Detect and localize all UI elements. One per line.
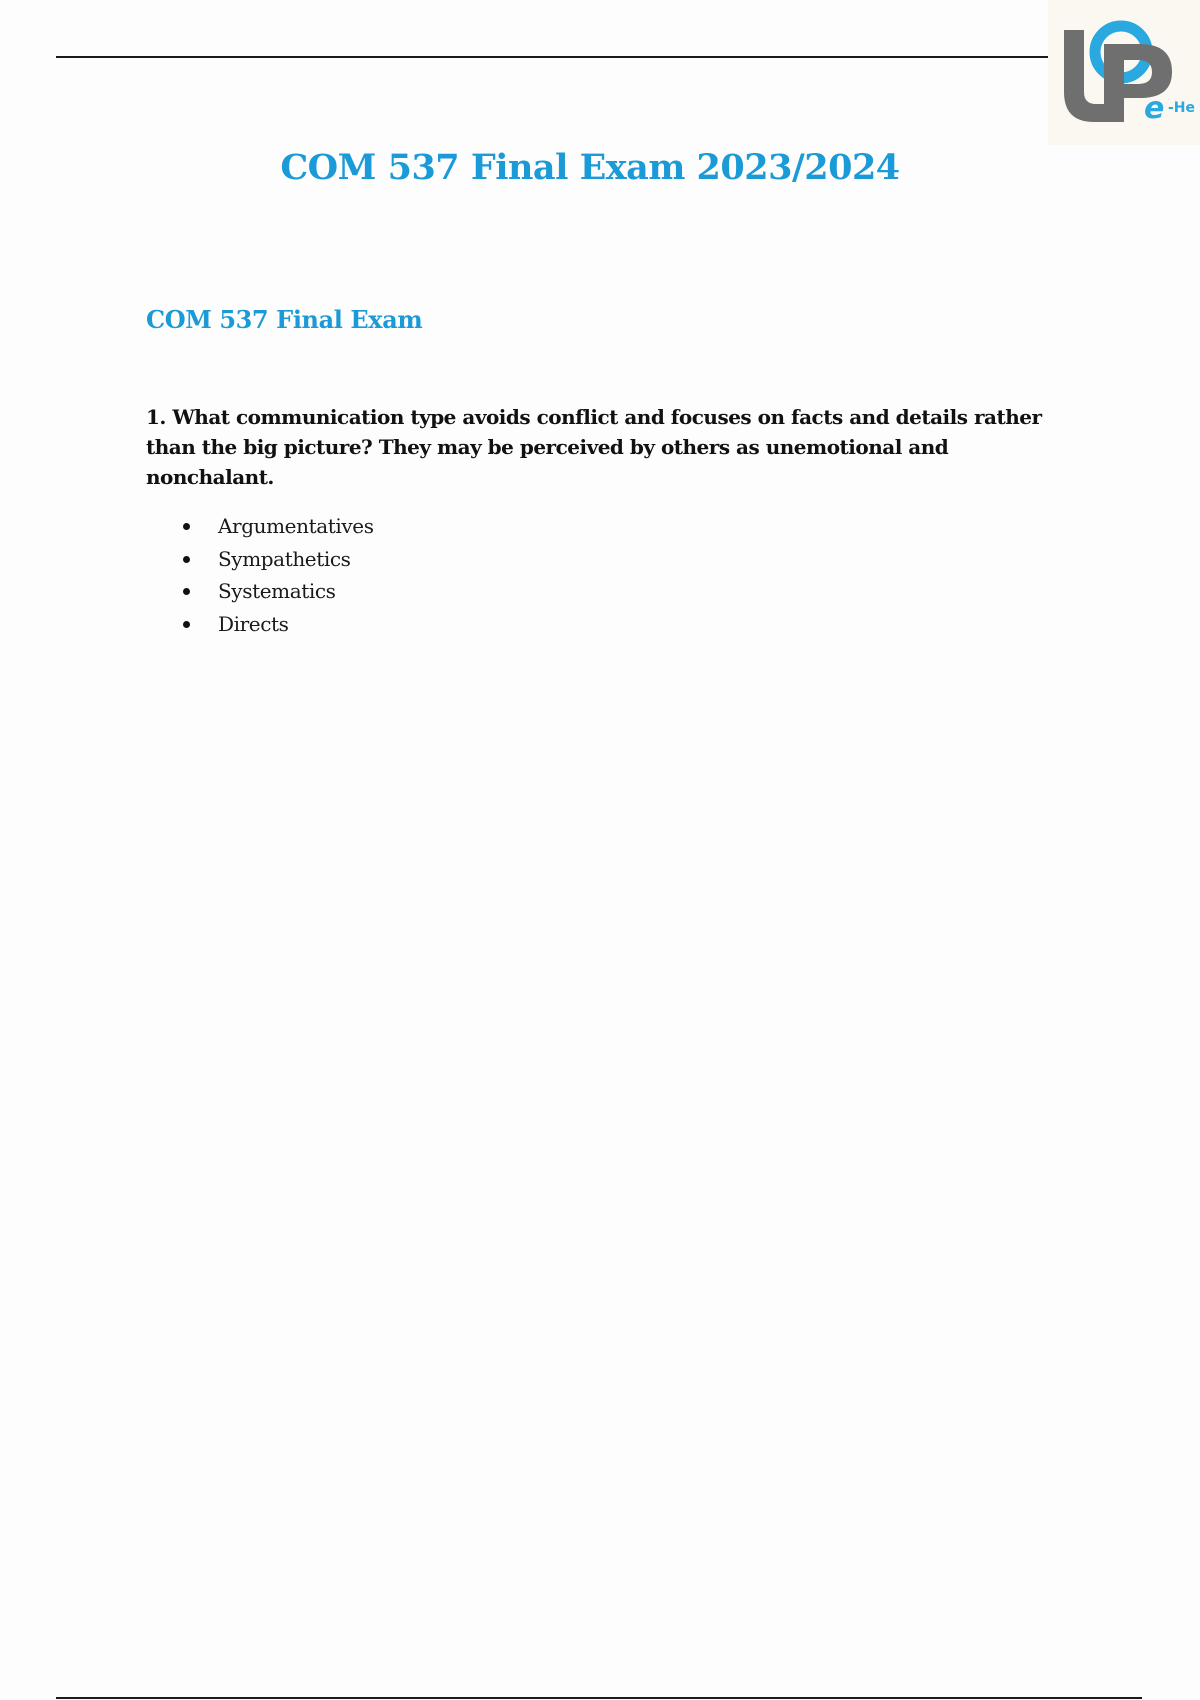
bullet-icon bbox=[183, 588, 190, 595]
option-label: Systematics bbox=[218, 579, 336, 603]
answer-option bbox=[146, 543, 374, 576]
document-title: COM 537 Final Exam 2023/2024 bbox=[280, 147, 900, 188]
logo-icon bbox=[1048, 0, 1200, 145]
option-label: Directs bbox=[218, 611, 289, 636]
footer-rule bbox=[56, 1697, 1142, 1699]
section-heading: COM 537 Final Exam bbox=[146, 305, 423, 334]
question-text: 1. What communication type avoids conflict and focuses on facts and details rather than the big picture? They may be perceived by others as unemotional and nonchalant. bbox=[146, 405, 1042, 489]
answer-options-list bbox=[146, 510, 374, 640]
option-label: Sympathetics bbox=[218, 546, 351, 571]
answer-option bbox=[146, 608, 374, 641]
svg-text:-He: -He bbox=[1168, 100, 1196, 116]
option-label: Argumentatives bbox=[218, 514, 374, 538]
bullet-icon bbox=[183, 523, 190, 530]
svg-text:e: e bbox=[1144, 91, 1165, 126]
answer-option bbox=[146, 575, 374, 608]
bullet-icon bbox=[183, 621, 190, 628]
bullet-icon bbox=[183, 556, 190, 563]
header-rule bbox=[56, 56, 1050, 58]
brand-logo bbox=[1048, 0, 1200, 145]
answer-option bbox=[146, 510, 374, 543]
